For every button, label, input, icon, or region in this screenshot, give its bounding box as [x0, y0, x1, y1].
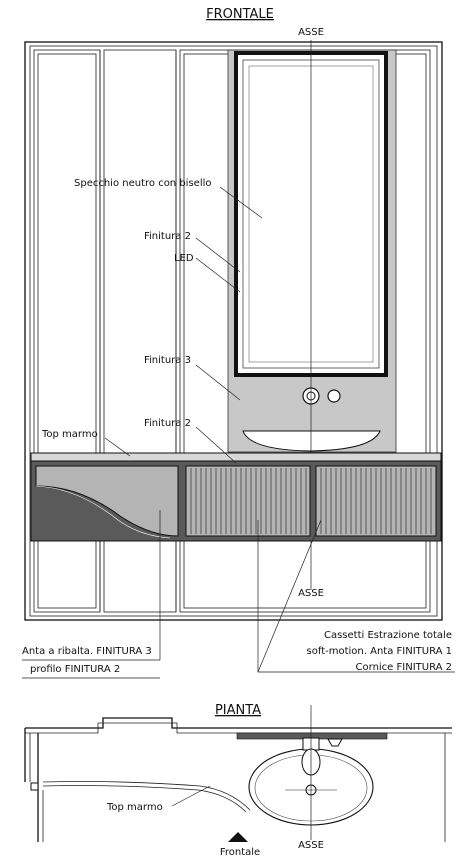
- cabinet: [31, 461, 441, 541]
- top-marmo-slab: [31, 453, 441, 461]
- label-asse-bottom: ASSE: [298, 840, 324, 851]
- label-cassetti-line1: Cassetti Estrazione totale: [323, 630, 452, 641]
- label-top-marmo-plan: Top marmo: [107, 802, 163, 813]
- label-frontale-arrow: Frontale: [219, 847, 261, 857]
- frontale-arrow-icon: [228, 832, 248, 842]
- title-pianta: PIANTA: [214, 703, 262, 718]
- label-anta-line2: profilo FINITURA 2: [30, 664, 121, 675]
- label-specchio: Specchio neutro con bisello: [74, 178, 212, 189]
- label-cassetti-line3: Cornice FINITURA 2: [355, 662, 452, 673]
- title-frontale: FRONTALE: [206, 7, 274, 22]
- label-led: LED: [174, 253, 194, 264]
- label-anta-line1: Anta a ribalta. FINITURA 3: [22, 646, 152, 657]
- label-finitura3: Finitura 3: [144, 355, 191, 366]
- label-asse-mid: ASSE: [298, 588, 324, 599]
- label-cassetti-line2: soft-motion. Anta FINITURA 1: [306, 646, 452, 657]
- label-asse-top: ASSE: [298, 27, 324, 38]
- label-finitura2-b: Finitura 2: [144, 418, 191, 429]
- plan-view: [25, 705, 452, 842]
- label-top-marmo: Top marmo: [42, 429, 98, 440]
- label-finitura2-a: Finitura 2: [144, 231, 191, 242]
